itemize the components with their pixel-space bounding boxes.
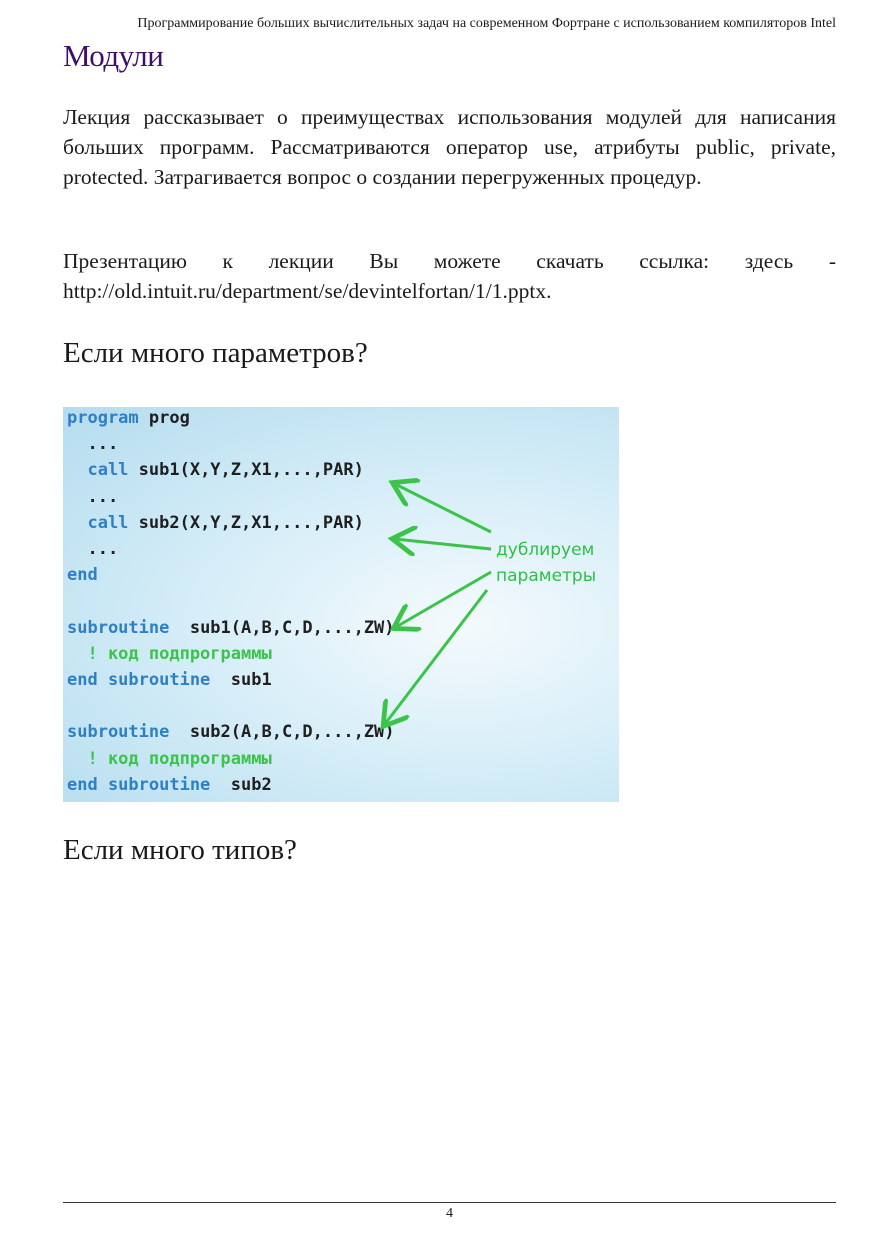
running-header: Программирование больших вычислительных задач на современном Фортране с использованием компиляторов Intel xyxy=(137,16,836,31)
code-text: prog xyxy=(138,408,190,428)
code-text: sub1(A,B,C,D,...,ZW) xyxy=(169,617,395,638)
presentation-link-paragraph: Презентацию к лекции Вы можете скачать ссылка: здесь - http://old.intuit.ru/department/se/devintelfortan/1/1.pptx. xyxy=(63,249,836,303)
code-keyword: end subroutine xyxy=(67,774,211,795)
code-text: ... xyxy=(67,434,119,455)
code-figure xyxy=(63,407,619,802)
arrow-to-sub2-call xyxy=(395,539,491,549)
arrow-to-sub2-def xyxy=(385,590,487,724)
code-keyword: program xyxy=(67,408,139,428)
code-keyword: subroutine xyxy=(67,722,170,743)
code-text: sub1 xyxy=(210,670,272,690)
footer-rule xyxy=(63,1202,836,1203)
page-number: 4 xyxy=(446,1206,453,1221)
section-title-many-types: Если много типов? xyxy=(63,834,297,866)
code-text: sub2(X,Y,Z,X1,...,PAR) xyxy=(128,512,364,533)
code-keyword: end subroutine xyxy=(67,670,211,690)
code-text: ... xyxy=(67,539,119,559)
code-comment: ! код подпрограммы xyxy=(67,643,272,664)
chapter-title: Модули xyxy=(63,38,164,73)
code-keyword: subroutine xyxy=(67,617,170,638)
code-keyword: end xyxy=(67,565,98,586)
code-keyword: call xyxy=(67,512,129,533)
section-title-many-parameters: Если много параметров? xyxy=(63,337,368,369)
arrow-to-sub1-def xyxy=(396,572,491,627)
code-text: sub2 xyxy=(210,774,272,795)
code-keyword: call xyxy=(67,460,129,481)
arrow-to-sub1-call xyxy=(395,484,491,532)
figure-note-line-1: дублируем xyxy=(496,540,595,560)
code-text: sub2(A,B,C,D,...,ZW) xyxy=(169,722,395,743)
arrow-annotations xyxy=(63,407,619,802)
code-comment: ! код подпрограммы xyxy=(67,748,272,769)
code-text: ... xyxy=(67,486,119,507)
code-text: sub1(X,Y,Z,X1,...,PAR) xyxy=(128,460,364,481)
figure-note-line-2: параметры xyxy=(496,566,597,586)
intro-paragraph: Лекция рассказывает о преимуществах использования модулей для написания больших программ. Рассматриваются оператор use, атрибуты public, private, protected. Затрагивается вопрос о создании перегруженных процедур. xyxy=(63,105,836,189)
